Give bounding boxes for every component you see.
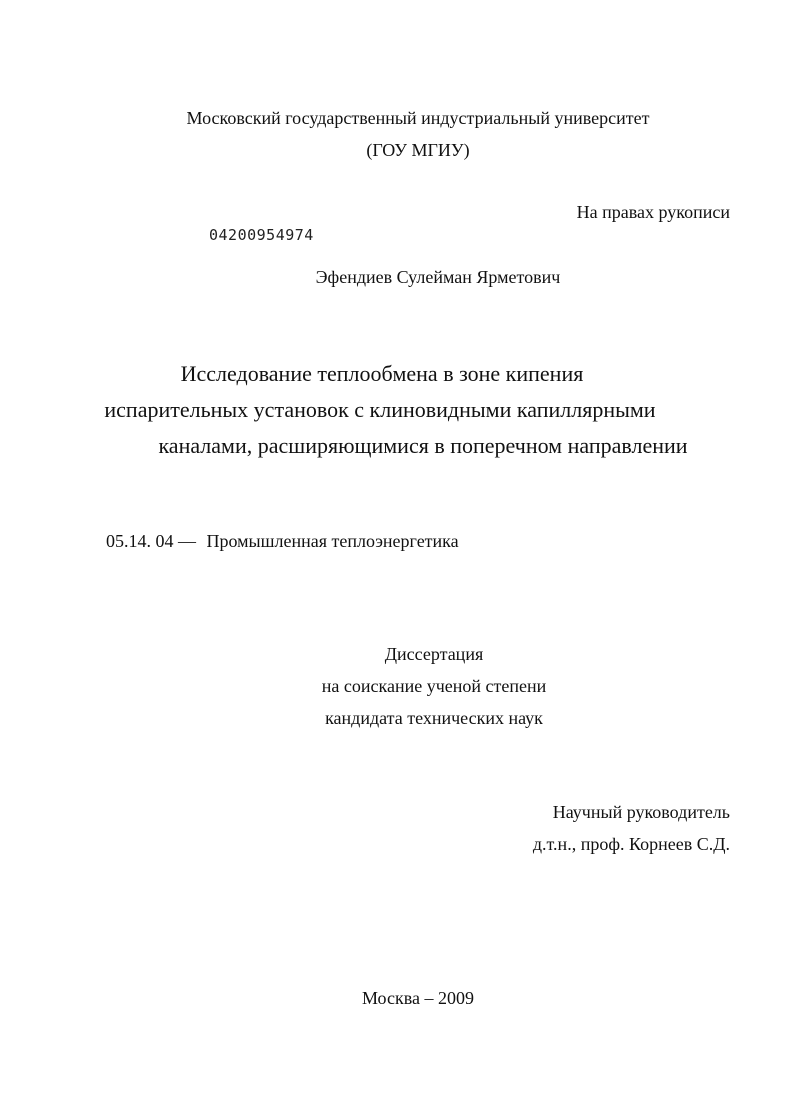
dissertation-degree-block [36,638,796,734]
title-line: Исследование теплообмена в зоне кипения [180,361,584,386]
title-line: каналами, расширяющимися в поперечном направлении [158,433,688,458]
specialty-name: Промышленная теплоэнергетика [206,531,459,551]
specialty [106,530,459,552]
specialty-code: 05.14. 04 — [106,531,196,551]
dissertation-title [0,356,796,464]
dissertation-label: Диссертация [384,644,484,664]
author-name: Эфендиев Сулейман Ярметович [315,267,561,287]
university-name: Московский государственный индустриальный университет [186,108,650,128]
supervisor-name: д.т.н., проф. Корнеев С.Д. [532,834,730,854]
supervisor-block [533,796,730,860]
degree-name: кандидата технических наук [325,708,543,728]
catalog-code: 04200954974 [209,226,314,244]
title-line: испарительных установок с клиновидными капиллярными [104,397,656,422]
city-year: Москва – 2009 [362,988,474,1008]
degree-purpose: на соискание ученой степени [321,676,547,696]
manuscript-rights-note: На правах рукописи [576,202,730,222]
supervisor-label: Научный руководитель [552,802,730,822]
university-abbreviation: (ГОУ МГИУ) [366,140,470,160]
